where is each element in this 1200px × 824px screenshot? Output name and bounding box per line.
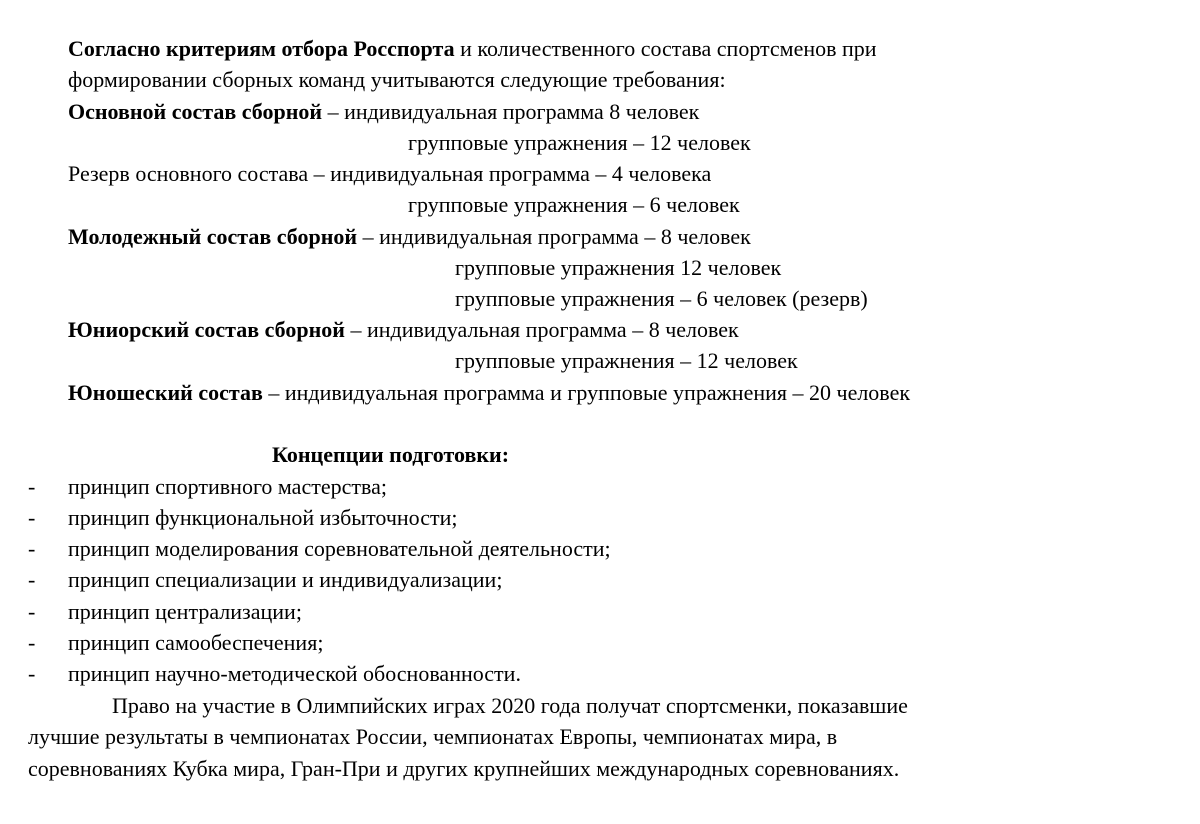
- list-bullet: -: [28, 474, 36, 499]
- junior-team-line-1: [68, 314, 739, 345]
- criteria-intro-bold: Согласно критериям отбора Росспорта: [68, 36, 455, 61]
- main-team-line-2: групповые упражнения – 12 человек: [408, 130, 751, 155]
- list-item: [0, 471, 1200, 502]
- list-bullet: -: [28, 661, 36, 686]
- list-item-text: принцип централизации;: [68, 599, 302, 624]
- reserve-line-1: Резерв основного состава – индивидуальная программа – 4 человека: [68, 161, 712, 186]
- cadet-team-text: – индивидуальная программа и групповые упражнения – 20 человек: [262, 380, 911, 405]
- list-item: [0, 658, 1200, 689]
- main-team-individual: – индивидуальная программа 8 человек: [322, 99, 700, 124]
- junior-team-individual: – индивидуальная программа – 8 человек: [344, 317, 739, 342]
- criteria-intro-line-2: формировании сборных команд учитываются следующие требования:: [68, 67, 726, 92]
- main-team-line-1: [68, 96, 699, 127]
- list-item: [0, 533, 1200, 564]
- youth-team-line-3: групповые упражнения – 6 человек (резерв): [455, 286, 868, 311]
- cadet-team-line-1: [68, 377, 910, 408]
- list-item-text: принцип самообеспечения;: [68, 630, 324, 655]
- list-item: [0, 564, 1200, 595]
- list-item-text: принцип функциональной избыточности;: [68, 505, 458, 530]
- list-item-text: принцип спортивного мастерства;: [68, 474, 387, 499]
- list-bullet: -: [28, 567, 36, 592]
- closing-line-3: соревнованиях Кубка мира, Гран-При и других крупнейших международных соревнованиях.: [28, 756, 900, 781]
- criteria-intro-line-1: [68, 33, 877, 64]
- list-item-text: принцип специализации и индивидуализации;: [68, 567, 503, 592]
- closing-line-1: Право на участие в Олимпийских играх 2020 года получат спортсменки, показавшие: [112, 693, 908, 718]
- list-item: [0, 627, 1200, 658]
- list-bullet: -: [28, 505, 36, 530]
- youth-team-line-1: [68, 221, 751, 252]
- criteria-intro-rest: и количественного состава спортсменов при: [454, 36, 877, 61]
- closing-line-2: лучшие результаты в чемпионатах России, чемпионатах Европы, чемпионатах мира, в: [28, 724, 838, 749]
- youth-team-line-2: групповые упражнения 12 человек: [455, 255, 782, 280]
- concepts-heading: Концепции подготовки:: [272, 442, 510, 467]
- youth-team-label: Молодежный состав сборной: [68, 224, 358, 249]
- list-item: [0, 596, 1200, 627]
- junior-team-line-2: групповые упражнения – 12 человек: [455, 348, 798, 373]
- reserve-line-2: групповые упражнения – 6 человек: [408, 192, 740, 217]
- list-bullet: -: [28, 630, 36, 655]
- list-item-text: принцип научно-методической обоснованности.: [68, 661, 521, 686]
- cadet-team-label: Юношеский состав: [68, 380, 263, 405]
- list-item: [0, 502, 1200, 533]
- list-item-text: принцип моделирования соревновательной деятельности;: [68, 536, 611, 561]
- youth-team-individual: – индивидуальная программа – 8 человек: [357, 224, 751, 249]
- main-team-label: Основной состав сборной: [68, 99, 323, 124]
- junior-team-label: Юниорский состав сборной: [68, 317, 345, 342]
- list-bullet: -: [28, 599, 36, 624]
- list-bullet: -: [28, 536, 36, 561]
